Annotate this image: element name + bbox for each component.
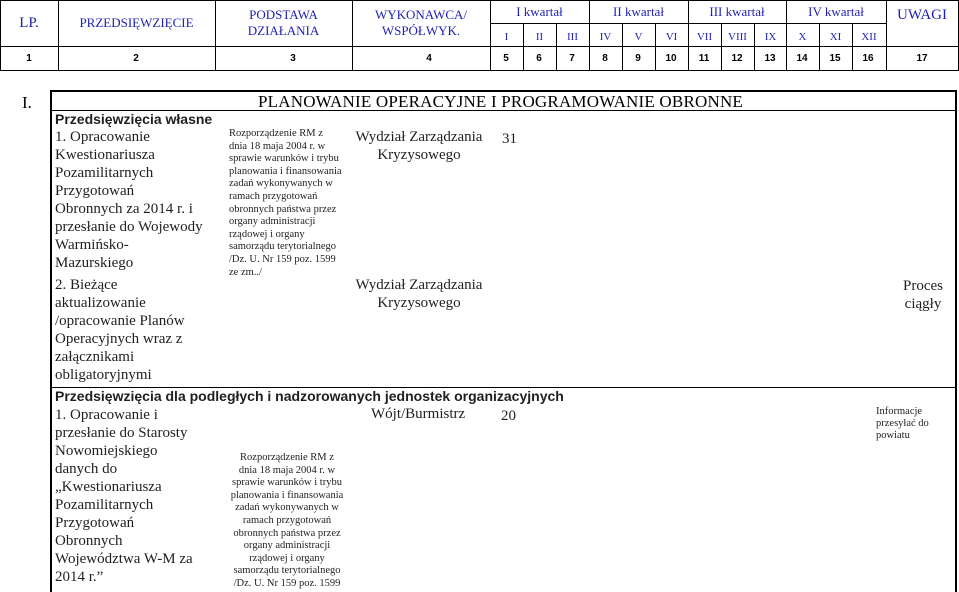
text-line: 2014 r.”: [55, 569, 104, 585]
month-label: I: [504, 31, 509, 43]
own-tasks-legal-basis: [229, 128, 342, 279]
text-line: Mazurskiego: [55, 255, 134, 271]
text-line: aktualizowanie: [55, 295, 146, 311]
text-line: sprawie warunków i trybu: [232, 477, 342, 489]
text-line: Województwa W-M za: [55, 551, 193, 567]
month-label: XII: [861, 31, 877, 43]
column-number: 10: [665, 53, 677, 64]
month-label: II: [535, 31, 544, 43]
text-line: 1. Opracowanie i: [55, 407, 158, 423]
section-number: I.: [22, 93, 32, 112]
header-uwagi: UWAGI: [897, 7, 947, 23]
text-line: /Dz. U. Nr 159 poz. 1599: [229, 253, 336, 265]
text-line: samorządu terytorialnego: [233, 565, 341, 577]
own-task-2-executor: [346, 276, 492, 312]
column-number: 13: [764, 53, 776, 64]
header-kwartal-4: IV kwartał: [808, 3, 864, 19]
header-kwartal-1: I kwartał: [516, 3, 563, 19]
text-line: przesłanie do Wojewody: [55, 219, 203, 235]
text-line: Kryzysowego: [377, 147, 461, 163]
text-line: 1. Opracowanie: [55, 129, 150, 145]
text-line: sprawie warunków i trybu: [229, 153, 339, 165]
text-line: załącznikami: [55, 349, 135, 365]
text-line: Operacyjnych wraz z: [55, 331, 183, 347]
month-label: VII: [696, 31, 713, 43]
text-line: Wydział Zarządzania: [355, 129, 483, 145]
month-label: XI: [829, 31, 842, 43]
sub-task-1: [55, 406, 193, 586]
own-task-2-notes: [892, 277, 954, 313]
own-task-1-executor: [346, 128, 492, 164]
header-podstawa-line1: PODSTAWA: [249, 7, 318, 22]
month-label: IX: [764, 31, 777, 43]
text-line: obligatoryjnymi: [55, 367, 152, 383]
column-number: 8: [602, 53, 608, 64]
sub-tasks-legal-basis: [225, 452, 349, 591]
text-line: ze zm../: [229, 266, 262, 278]
text-line: Wydział Zarządzania: [355, 277, 483, 293]
header-podstawa-line2: DZIAŁANIA: [247, 23, 320, 38]
own-task-1: [55, 128, 203, 272]
header-kwartal-3: III kwartał: [709, 3, 765, 19]
column-number: 17: [916, 53, 928, 64]
text-line: organy administracji: [243, 540, 331, 552]
header-kwartal-2: II kwartał: [613, 3, 664, 19]
month-label: VI: [665, 31, 678, 43]
text-line: danych do: [55, 461, 118, 477]
column-number: 15: [829, 53, 841, 64]
column-number: 16: [862, 53, 874, 64]
text-line: Kryzysowego: [377, 295, 461, 311]
text-line: /Dz. U. Nr 159 poz. 1599: [233, 577, 341, 589]
text-line: Nowomiejskiego: [55, 443, 158, 459]
text-line: /opracowanie Planów: [55, 313, 185, 329]
month-label: X: [798, 31, 807, 43]
header-przedsiewziecie: PRZEDSIĘWZIĘCIE: [79, 15, 194, 30]
section-title: PLANOWANIE OPERACYJNE I PROGRAMOWANIE OBRONNE: [258, 92, 743, 111]
text-line: przesłanie do Starosty: [55, 425, 188, 441]
column-number: 11: [698, 53, 710, 64]
column-number: 4: [426, 53, 432, 64]
column-number: 9: [635, 53, 641, 64]
text-line: ramach przygotowań: [229, 190, 318, 202]
text-line: Informacje: [876, 406, 923, 417]
own-task-2: [55, 276, 185, 384]
header-wykonawca-line1: WYKONAWCA/: [374, 7, 468, 22]
month-label: VIII: [728, 31, 747, 43]
text-line: ramach przygotowań: [242, 514, 332, 526]
text-line: powiatu: [876, 430, 910, 441]
header-lp: LP.: [19, 15, 39, 31]
section-frame-right: [955, 90, 957, 592]
month-label: III: [567, 31, 578, 43]
text-line: ciągły: [904, 296, 942, 312]
sub-tasks-heading: Przedsięwzięcia dla podległych i nadzorowanych jednostek organizacyjnych: [55, 388, 564, 404]
text-line: Proces: [903, 278, 943, 294]
numbers-row-bottom-border: [0, 70, 959, 71]
month-label: IV: [599, 31, 612, 43]
column-number: 3: [290, 53, 296, 64]
text-line: samorządu terytorialnego: [229, 241, 336, 253]
text-line: zadań wykonywanych w: [235, 502, 339, 514]
column-number: 6: [536, 53, 542, 64]
text-line: obronnych państwa przez: [229, 203, 337, 215]
text-line: organy administracji: [229, 216, 316, 228]
header-wykonawca-line2: WSPÓŁWYK.: [381, 23, 461, 38]
section-frame-left: [50, 90, 52, 592]
sub-task-1-deadline: 20: [501, 408, 516, 424]
text-line: Pozamilitarnych: [55, 497, 154, 513]
text-line: Kwestionariusza: [55, 147, 155, 163]
text-line: Obronnych za 2014 r. i: [55, 201, 193, 217]
column-number: 2: [133, 53, 139, 64]
text-line: Przygotowań: [55, 183, 135, 199]
sub-task-1-executor: Wójt/Burmistrz: [371, 406, 466, 422]
text-line: Obronnych: [55, 533, 123, 549]
column-number: 7: [569, 53, 575, 64]
text-line: Przygotowań: [55, 515, 135, 531]
text-line: Warmińsko-: [55, 237, 129, 253]
text-line: rządowej i organy: [229, 228, 305, 240]
text-line: 2. Bieżące: [55, 277, 118, 293]
month-label: V: [634, 31, 643, 43]
text-line: planowania i finansowania: [229, 165, 342, 177]
own-tasks-heading: Przedsięwzięcia własne: [55, 111, 213, 127]
column-number: 1: [26, 53, 32, 64]
text-line: „Kwestionariusza: [55, 479, 162, 495]
text-line: dnia 18 maja 2004 r. w: [229, 140, 326, 152]
text-line: Pozamilitarnych: [55, 165, 154, 181]
column-number: 12: [731, 53, 743, 64]
text-line: Rozporządzenie RM z: [229, 128, 323, 139]
text-line: rządowej i organy: [249, 552, 325, 564]
text-line: planowania i finansowania: [230, 489, 344, 501]
header-wykonawca: [352, 0, 490, 46]
header-bottom-border: [0, 46, 959, 47]
text-line: dnia 18 maja 2004 r. w: [238, 464, 336, 476]
column-number: 14: [796, 53, 808, 64]
text-line: Rozporządzenie RM z: [240, 452, 334, 463]
own-task-1-deadline: 31: [502, 131, 517, 147]
text-line: przesyłać do: [876, 418, 929, 429]
header-podstawa: [215, 0, 352, 46]
text-line: zadań wykonywanych w: [229, 178, 333, 190]
text-line: obronnych państwa przez: [233, 527, 341, 539]
sub-task-1-notes: [876, 406, 956, 442]
column-number: 5: [503, 53, 509, 64]
